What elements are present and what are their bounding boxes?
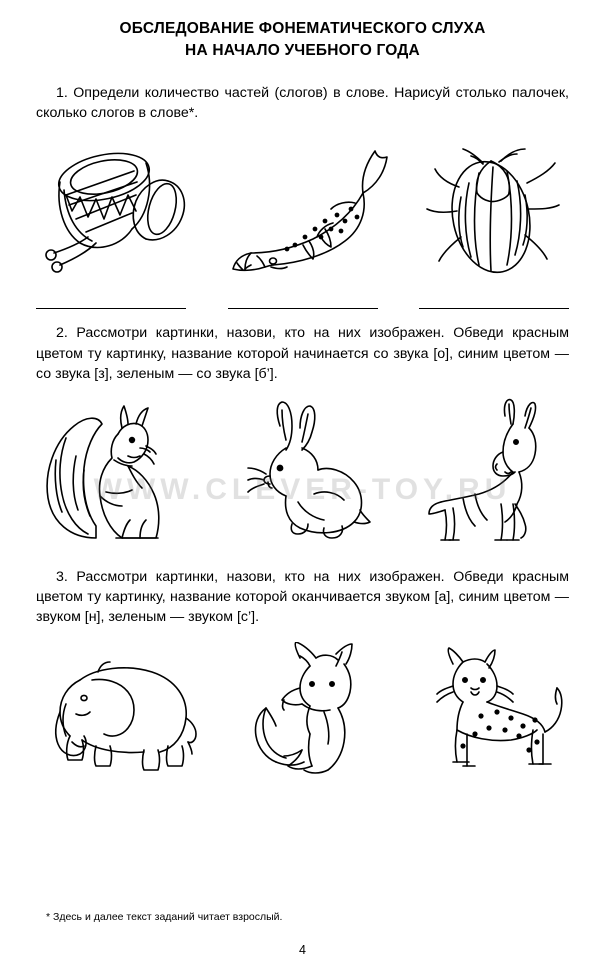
task-2-text: 2. Рассмотри картинки, назови, кто на них изображен. Обведи красным цветом ту картинку, название которой начинается со звука [о], синим цветом — со звука [з], зеленым — со звука [б’]. <box>36 325 569 382</box>
picture-elephant <box>36 642 206 782</box>
page-number: 4 <box>299 943 306 957</box>
answer-lines-task-1 <box>36 308 569 309</box>
watermark: WWW.CLEVER-TOY.RU <box>93 473 512 506</box>
task-3-pictures <box>36 642 569 782</box>
task-1-pictures <box>36 137 569 292</box>
picture-fox <box>240 642 385 782</box>
picture-lynx <box>419 642 569 782</box>
task-2-pictures <box>36 398 569 553</box>
footnote: * Здесь и далее текст заданий читает взрослый. <box>46 911 283 923</box>
picture-hare <box>228 398 388 553</box>
picture-colorado-beetle <box>419 137 569 292</box>
picture-pike-fish <box>225 137 395 292</box>
picture-drum-with-sticks <box>36 137 201 292</box>
worksheet-page <box>0 18 605 978</box>
picture-squirrel <box>36 398 196 553</box>
answer-line <box>36 308 186 309</box>
answer-line <box>419 308 569 309</box>
page-title-line-2: НА НАЧАЛО УЧЕБНОГО ГОДА <box>185 42 420 60</box>
task-1-text: 1. Определи количество частей (слогов) в слове. Нарисуй столько палочек, сколько слогов в слове*. <box>36 84 569 122</box>
answer-line <box>228 308 378 309</box>
picture-donkey <box>419 398 569 553</box>
page-title-line-1: ОБСЛЕДОВАНИЕ ФОНЕМАТИЧЕСКОГО СЛУХА <box>119 20 486 37</box>
task-3-text: 3. Рассмотри картинки, назови, кто на них изображен. Обведи красным цветом ту картинку, название которой оканчивается звуком [а], синим цветом — звуком [н], зеленым — звуком [с’]. <box>36 569 569 626</box>
page-title <box>36 18 569 63</box>
